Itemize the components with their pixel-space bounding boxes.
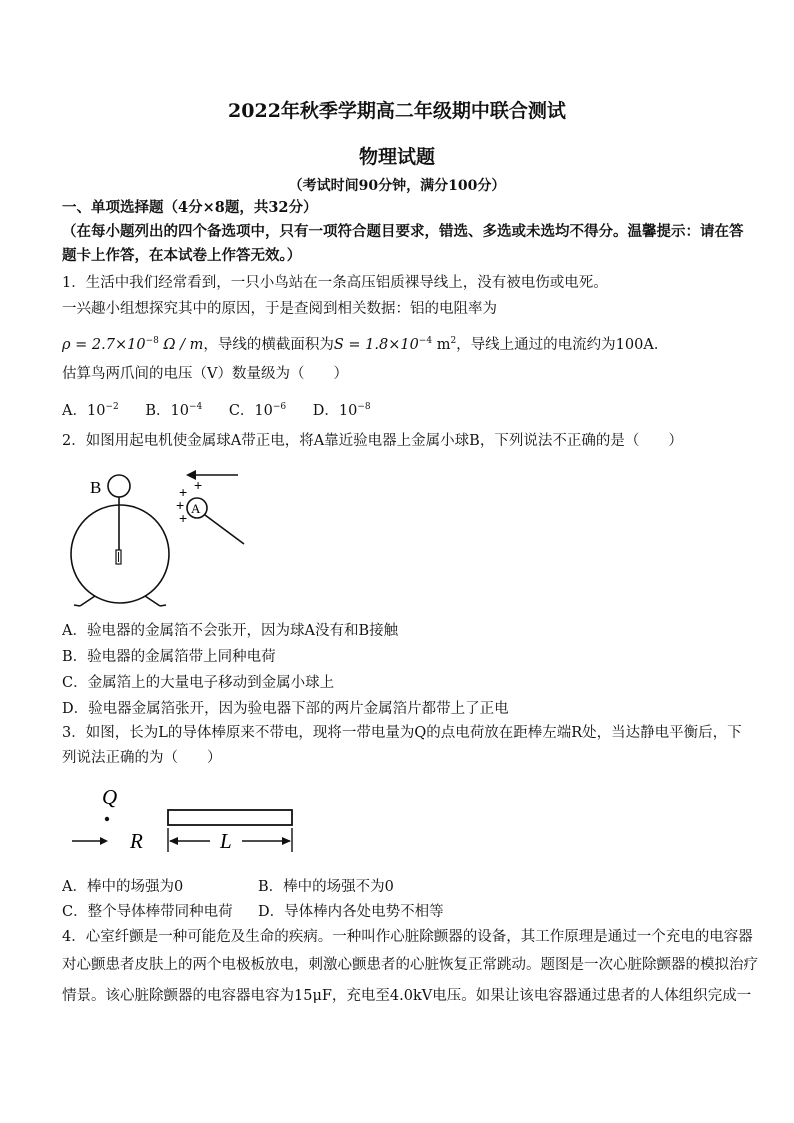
label-b: B (90, 478, 102, 497)
electroscope-body (71, 505, 169, 603)
q1-tail: ，导线上通过的电流约为100A． (456, 336, 669, 353)
left-leg (80, 596, 95, 606)
exam-subtitle: 物理试题 (358, 146, 435, 168)
q4-line3: 情景。该心脏除颤器的电容器电容为15μF，充电至4.0kV电压。如果让该电容器通过患者的人体组织完成一 (62, 988, 752, 1004)
q1-option-c: C．$10^{-6}$ (228, 402, 287, 419)
q1-options (62, 396, 742, 422)
point-charge (105, 817, 109, 821)
section-heading: 一、单项选择题（4分×8题，共32分） (62, 199, 318, 216)
electroscope-figure (62, 462, 262, 612)
q1-rho-unit: Ω / m (163, 336, 204, 353)
q2-option-c: C．金属箔上的大量电子移动到金属小球上 (62, 675, 335, 691)
section-instructions-1: （在每小题列出的四个备选项中，只有一项符合题目要求，错选、多选或未选均不得分。温馨提示：请在答 (62, 223, 744, 240)
q1-rho: ρ = 2.7×10 (62, 336, 146, 353)
svg-text:+: + (176, 497, 185, 513)
q1-rho-exp: −8 (145, 336, 159, 346)
section-instructions-2: 题卡上作答，在本试卷上作答无效。） (62, 247, 302, 264)
q3-option-c: C．整个导体棒带同种电荷 (62, 904, 233, 920)
q2-option-a: A．验电器的金属箔不会张开，因为球A没有和B接触 (62, 623, 399, 639)
label-a: A (191, 501, 201, 516)
q1-line1: 1．生活中我们经常看到，一只小鸟站在一条高压铝质裸导线上，没有被电伤或电死。 (62, 275, 608, 291)
q1-mid: ，导线的横截面积为 (203, 336, 334, 353)
conductor-rod (168, 810, 292, 825)
q1-line2: 一兴趣小组想探究其中的原因，于是查阅到相关数据：铝的电阻率为 (62, 301, 497, 317)
exam-info: （考试时间90分钟，满分100分） (288, 178, 506, 194)
q3-option-b: B．棒中的场强不为0 (258, 879, 394, 895)
q4-line1: 4．心室纤颤是一种可能危及生命的疾病。一种叫作心脏除颤器的设备，其工作原理是通过一个充电的电容器 (62, 929, 753, 945)
q1-question: 估算鸟两爪间的电压（V）数量级为（ ） (62, 366, 348, 382)
q1-area-exp: −4 (418, 336, 433, 346)
label-l: L (220, 829, 232, 853)
q1-area: S = 1.8×10 (333, 336, 419, 353)
exam-title: 2022年秋季学期高二年级期中联合测试 (228, 100, 566, 122)
q3-options-row2 (62, 901, 742, 923)
q3-stem-2: 列说法正确的为（ ） (62, 750, 222, 766)
q2-stem: 2．如图用起电机使金属球A带正电，将A靠近验电器上金属小球B，下列说法不正确的是（ ） (62, 433, 683, 449)
q1-area-unit: m (436, 336, 451, 353)
q4-line2: 对心颤患者皮肤上的两个电极板放电，刺激心颤患者的心脏恢复正常跳动。题图是一次心脏除颤器的模拟治疗 (62, 957, 758, 973)
q3-options-row1 (62, 876, 742, 898)
q3-option-a: A．棒中的场强为0 (62, 879, 184, 895)
q3-option-d: D．导体棒内各处电势不相等 (258, 904, 444, 920)
label-r: R (130, 829, 143, 853)
q2-option-b: B．验电器的金属箔带上同种电荷 (62, 649, 276, 665)
q2-option-d: D．验电器金属箔张开，因为验电器下部的两片金属箔片都带上了正电 (62, 701, 509, 717)
q1-formula-line (62, 330, 742, 356)
q1-option-a: A．$10^{-2}$ (62, 402, 119, 419)
metal-ball-b (108, 475, 130, 497)
right-leg (145, 596, 160, 606)
svg-text:+: + (194, 477, 203, 493)
label-q: Q (102, 785, 118, 809)
svg-text:+: + (179, 510, 188, 526)
svg-text:+: + (179, 484, 188, 500)
q1-area-unit-exp: 2 (450, 336, 457, 346)
q1-option-b: B．$10^{-4}$ (145, 402, 203, 419)
q3-stem-1: 3．如图，长为L的导体棒原来不带电，现将一带电量为Q的点电荷放在距棒左端R处，当达静电平衡后，下 (62, 725, 742, 741)
insulating-handle (205, 515, 244, 544)
conductor-rod-figure (62, 782, 302, 862)
q1-option-d: D．$10^{-8}$ (312, 402, 371, 419)
